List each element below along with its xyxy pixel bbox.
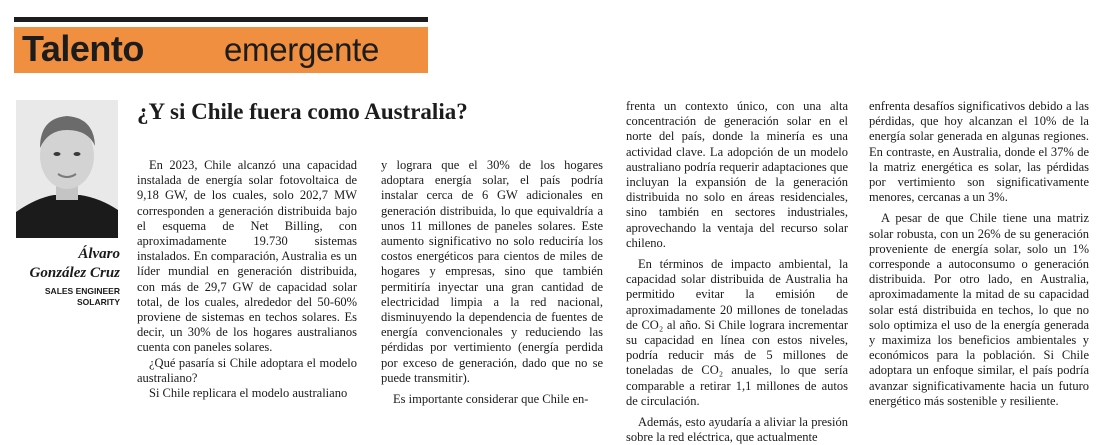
author-byline <box>22 245 120 308</box>
paragraph: frenta un contexto único, con una alta concentración de generación solar en el norte del país, donde la minería es una actividad clave. La adopción de un modelo australiano podría requerir adaptaciones que incluyan la expansión de la generación distribuida no solo en áreas residenciales, sino también en sectores industriales, aprovechando la ventaja del recurso solar chileno. <box>626 99 848 250</box>
article-column-4 <box>869 99 1089 409</box>
paragraph: En términos de impacto ambiental, la capacidad solar distribuida de Australia ha permitido evitar la emisión de aproximadamente 20 millones de toneladas de CO₂ al año. Si Chile lograra incrementar su capacidad en línea con estos niveles, podría reducir más de 5 millones de toneladas de CO₂ anuales, lo que sería comparable a retirar 1,1 millones de autos de circulación. <box>626 257 848 408</box>
section-title-bold: Talento <box>22 28 144 69</box>
section-top-rule <box>14 17 428 22</box>
author-role: SALES ENGINEER SOLARITY <box>44 286 120 307</box>
author-photo <box>16 100 118 238</box>
author-portrait-icon <box>16 100 118 238</box>
article-column-1 <box>137 158 357 401</box>
paragraph: En 2023, Chile alcanzó una capacidad instalada de energía solar fotovoltaica de 9,18 GW, de los cuales, solo 202,7 MW corresponden a generación distribuida bajo el esquema de Net Billing, con aproximadamente 19.730 sistemas instalados. En comparación, Australia es un líder mundial en generación distribuida, con más de 29,7 GW de capacidad solar total, de los cuales, alrededor del 50-60% proviene de sistemas en techos solares. Es decir, un 30% de los hogares australianos cuenta con paneles solares. <box>137 158 357 355</box>
paragraph: ¿Qué pasaría si Chile adoptara el modelo australiano? <box>137 355 357 385</box>
article-headline: ¿Y si Chile fuera como Australia? <box>137 99 468 124</box>
section-title-light: emergente <box>224 31 380 68</box>
paragraph: Si Chile replicara el modelo australiano <box>149 386 348 401</box>
author-name: Álvaro González Cruz <box>29 246 120 281</box>
article-column-2 <box>381 158 603 407</box>
paragraph: Además, esto ayudaría a aliviar la presión sobre la red eléctrica, que actualmente <box>626 415 848 445</box>
paragraph: Es importante considerar que Chile en- <box>393 392 589 407</box>
paragraph: A pesar de que Chile tiene una matriz solar robusta, con un 26% de su generación proveniente de energía solar, solo un 1% corresponde a autoconsumo o generación distribuida. Por otro lado, en Australia, aproximadamente la mitad de su capacidad solar está distribuida en techos, lo que no solo optimiza el uso de la energía generada y maximiza los beneficios ambientales y económicos para la población. Si Chile adoptara un enfoque similar, el país podría avanzar significativamente hacia un futuro energético más sostenible y resiliente. <box>869 211 1089 408</box>
section-banner <box>14 27 428 73</box>
paragraph: y lograra que el 30% de los hogares adoptara energía solar, el país podría instalar cerca de 6 GW adicionales en generación distribuida, lo que equivaldría a unos 11 millones de paneles solares. Este aumento significativo no solo reduciría los costos energéticos para cientos de miles de hogares y empresas, sino que también permitiría inyectar una gran cantidad de electricidad limpia a la red nacional, disminuyendo la dependencia de fuentes de energía convencionales y reduciendo las pérdidas por vertimiento (energía perdida por exceso de generación, dado que no se puede transmitir). <box>381 158 603 385</box>
paragraph: enfrenta desafíos significativos debido a las pérdidas, que hoy alcanzan el 10% de la energía solar generada en algunas regiones. En contraste, en Australia, donde el 37% de la matriz energética es solar, las pérdidas por vertimiento son significativamente menores, cercanas a un 3%. <box>869 99 1089 205</box>
article-column-3 <box>626 99 848 445</box>
